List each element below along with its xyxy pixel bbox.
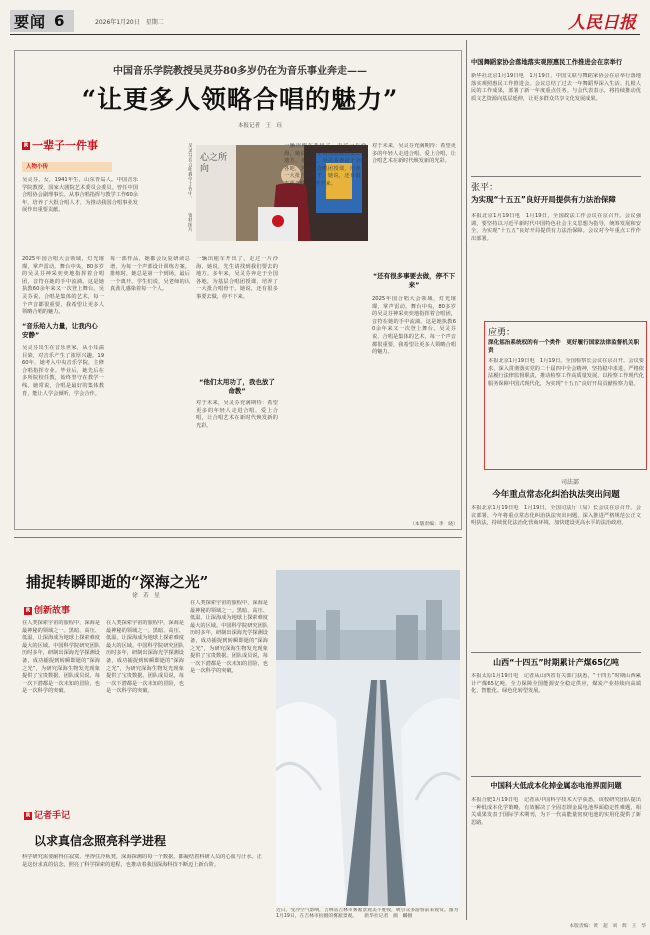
feature-body-col3b: 对于未来，吴灵芬充满期待：希望更多的年轻人走进合唱，爱上合唱，让合唱艺术在新时代焕发新的光彩。 <box>196 400 278 429</box>
feature-body-col4: 一辆出租车开出了，走过一片沙海，她说，先生请找到我们要去的地方。多年来，吴灵芬奔走于全国各地，为基层合唱团授课，培养了一大批合唱骨干。她说，还有很多事要去做，停不下来。 <box>284 143 366 187</box>
yingyong-byline: 应勇： <box>488 328 516 338</box>
yingyong-text: 本报北京1月19日电 1月19日，全国检察长会议在京召开。会议要求，深入贯彻落实党的二十届四中全会精神，坚持稳中求进，严格依法履行法律监督职责，推动检察工作高质量发展，以检察工作现代化服务保障中国式现代化，为实现“十五五”良好开局贡献检察力量。 <box>488 358 644 387</box>
feature-body-col2: 每一部作品，她都会反复研读总谱，为每一个声部设计训练方案。排练时，她总是第一个到场，最后一个离开。学生们说，吴老师的认真劲儿感染着每一个人。 <box>110 256 190 293</box>
rule-3 <box>471 776 641 777</box>
r-badge-icon-2: R <box>25 606 31 614</box>
sidebar-label-text: 一辈子一件事 <box>32 139 98 152</box>
feature-body-col5a: 对于未来，吴灵芬充满期待：希望更多的年轻人走进合唱，爱上合唱，让合唱艺术在新时代焕发新的光彩。 <box>372 143 456 165</box>
dance-assoc-text: 新华社北京1月19日电 1月19日，中国文联与舞蹈家协会在京举行落地落实观照惠民工作推进会。会议总结了过去一年舞蹈界深入生活、扎根人民的工作成果，部署了新一年度重点任务。与会代表表示，将持续推动优质文艺资源向基层延伸，让更多群众共享文化发展成果。 <box>471 73 641 102</box>
r-badge-icon: R <box>23 142 29 149</box>
deepsea-col1: 在人类探索宇宙的旅程中，深海是最神秘的领域之一。黑暗、高压、低温，让深海成为地球上探索难度最大的区域。中国科学院研究团队历时多年，研制出深海光学探测设备，成功捕捉到转瞬即逝的“深海之光”，为研究深海生物发光现象提供了宝贵数据。团队成员说，每一次下潜都是一次未知的冒险，也是一次科学的突破。 <box>22 620 100 695</box>
sidebar-sublabel: 人物小传 <box>22 162 112 172</box>
deepsea-col2: 在人类探索宇宙的旅程中，深海是最神秘的领域之一。黑暗、高压、低温，让深海成为地球上探索难度最大的区域。中国科学院研究团队历时多年，研制出深海光学探测设备，成功捕捉到转瞬即逝的“深海之光”，为研究深海生物发光现象提供了宝贵数据。团队成员说，每一次下潜都是一次未知的冒险，也是一次科学的突破。 <box>106 620 184 695</box>
sifa-text: 本报北京1月19日电 1月19日，全国司法厅（局）长会议在京召开。会议部署，今年将重点常态化纠治执法突出问题，深入推进严格规范公正文明执法，持续优化法治化营商环境，加快建设更高水平的法治政府。 <box>471 505 641 527</box>
header-rule <box>10 34 640 35</box>
feature-subhead-1: “音乐给人力量，让我内心安静” <box>22 322 98 339</box>
yingyong-title: 深化惩治系统权的有一个类件 更好履行国家法律监督机关职责 <box>488 340 640 354</box>
rule-1 <box>471 176 641 177</box>
jizhe-title: 以求真信念照亮科学进程 <box>34 834 167 848</box>
deepsea-col3: 在人类探索宇宙的旅程中，深海是最神秘的领域之一。黑暗、高压、低温，让深海成为地球上探索难度最大的区域。中国科学院研究团队历时多年，研制出深海光学探测设备，成功捕捉到转瞬即逝的“深海之光”，为研究深海生物发光现象提供了宝贵数据。团队成员说，每一次下潜都是一次未知的冒险，也是一次科学的突破。 <box>190 600 268 675</box>
feature-title: “让更多人领略合唱的魅力” <box>81 85 399 114</box>
rime-photo <box>276 570 460 906</box>
right-column-divider <box>466 40 467 920</box>
r-badge-icon-3: R <box>25 811 31 819</box>
dance-assoc-title: 中国舞蹈家协会落地落实观照惠民工作推进会在京举行 <box>471 59 623 66</box>
deepsea-title: 捕捉转瞬即逝的“深海之光” <box>26 573 209 591</box>
sidebar-text: 吴灵芬，女，1941年生，山东青岛人。中国音乐学院教授、国家大剧院艺术委员会委员。曾任中国合唱协会副理事长。从事合唱指挥与教学工作60余年，培养了大批合唱人才，为推动我国合唱事业发展作出重要贡献。 <box>22 177 138 214</box>
zhangping-title: 为实现“十五五”良好开局提供有力法治保障 <box>471 195 616 204</box>
jizhe-text: 科学研究需要耐得住寂寞、坐得住冷板凳。深海探测的每一个数据，都凝结着科研人员的心血与汗水。正是这份求真的信念，照亮了科学探索的进程，也推动着我国深海科技不断迈上新台阶。 <box>22 854 262 868</box>
page-number: 6 <box>54 12 65 30</box>
rime-photo-caption: 近日，受冷空气影响，吉林省吉林市雾凇景观美不胜收，吸引众多游客前来观赏。图为1月19日，在吉林市拍摄的雾凇景观。 新华社记者 颜 麟摄 <box>276 908 459 920</box>
feature-byline: 本报记者 王 珏 <box>237 123 282 129</box>
zhangping-byline: 张平： <box>471 183 499 193</box>
jizhe-label: R 记者手记 <box>25 811 71 821</box>
feature-subhead-3: “还有很多事要去做，停不下来” <box>372 272 456 289</box>
deepsea-byline: 徐 若 星 <box>132 593 160 599</box>
photo-book-title: 心之所向 <box>200 153 228 174</box>
editor-note: （本版责编：李 晓） <box>410 522 458 527</box>
sifa-label: 司法部 <box>560 479 579 486</box>
newspaper-logo: 人民日报 <box>568 13 636 33</box>
ustc-title: 中国科大低成本化掉金属态电池界面问题 <box>490 781 622 790</box>
rime-photo-graphic <box>276 570 460 906</box>
issue-date: 2026年1月20日 星期二 <box>95 19 164 26</box>
feature-body-col1: 2025年国合唱大会领域，灯光璀璨，掌声雷动。舞台中央，80多岁的吴灵芬神采奕奕地指挥着合唱团，音符在她的手中流淌。这是她执教60余年来又一次登上舞台。吴灵芬说，合唱是集体的艺术，每一个声音都很重要，我希望让更多人领略合唱的魅力。 <box>22 256 104 316</box>
shanxi-text: 本报太原1月19日电 记者从山西省有关部门获悉，“十四五”时期山西累计产煤65亿吨，全力保障全国能源安全稳定供应，煤炭产业持续向高端化、智能化、绿色化转型发展。 <box>471 673 641 695</box>
photo-caption: 吴灵芬在合唱教学工作中。 资料图片 <box>187 143 192 232</box>
zhangping-text: 本报北京1月19日电 1月19日，全国政法工作会议在京召开。会议强调，要坚持以习近平新时代中国特色社会主义思想为指导，统筹发展和安全，为实现“十五五”良好开局提供有力法治保障。会议对今年重点工作作出部署。 <box>471 213 641 242</box>
section-name: 要闻 <box>14 12 47 31</box>
feature-body-col1b: 吴灵芬出生在音乐世家，从小耳濡目染，对音乐产生了浓厚兴趣。1960年，她考入中央音乐学院，主修合唱指挥专业。毕业后，她先后在多所院校任教，始终坚守在教学一线。她常说，合唱是最好的集体教育，能让人学会倾听，学会合作。 <box>22 345 104 397</box>
feature-kicker: 中国音乐学院教授吴灵芬80多岁仍在为音乐事业奔走—— <box>113 66 367 77</box>
feature-body-col3: 一辆出租车开出了，走过一片沙海，她说，先生请找到我们要去的地方。多年来，吴灵芬奔走于全国各地，为基层合唱团授课，培养了一大批合唱骨干。她说，还有很多事要去做，停不下来。 <box>196 256 278 300</box>
shanxi-title: 山西“十四五”时期累计产煤65亿吨 <box>493 658 619 667</box>
section-label <box>10 10 74 32</box>
feature-frame <box>14 50 462 530</box>
deepsea-label: R 创新故事 <box>25 606 71 616</box>
feature-body-col5b: 2025年国合唱大会领域，灯光璀璨，掌声雷动。舞台中央，80多岁的吴灵芬神采奕奕地指挥着合唱团，音符在她的手中流淌。这是她执教60余年来又一次登上舞台。吴灵芬说，合唱是集体的艺术，每一个声音都很重要，我希望让更多人领略合唱的魅力。 <box>372 296 456 356</box>
page-footer-credits: 本版责编：黄 超 刘 辉 王 华 <box>569 924 646 929</box>
sifa-title: 今年重点常态化纠治执法突出问题 <box>492 490 620 500</box>
rule-2 <box>471 652 641 653</box>
rule-bottom-top <box>14 537 462 538</box>
feature-subhead-2: “他们太用功了，我也放了命教” <box>199 378 275 395</box>
ustc-text: 本报合肥1月19日电 记者从中国科学技术大学获悉，该校研究团队提出一种低成本化学策略，有效解决了全固态锂金属电池界面稳定性难题，相关成果发表于国际学术期刊，为下一代高能量密度电池的实用化提供了新思路。 <box>471 797 641 826</box>
